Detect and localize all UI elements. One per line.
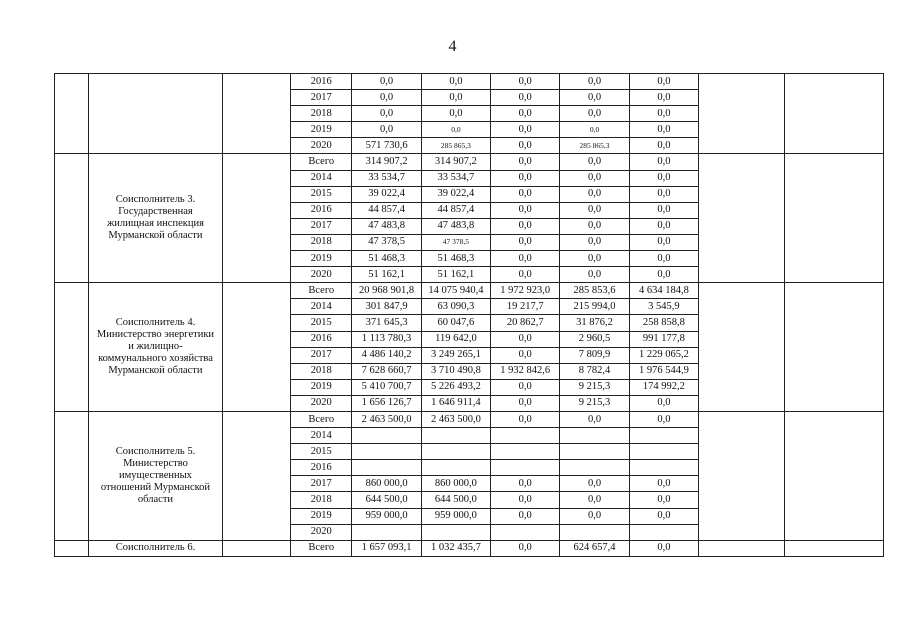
table-row	[55, 154, 884, 170]
value-cell: 860 000,0	[421, 476, 490, 492]
value-cell: 0,0	[560, 106, 629, 122]
value-cell: 0,0	[629, 540, 698, 556]
value-cell: 9 215,3	[560, 395, 629, 411]
year-cell: 2015	[291, 444, 352, 460]
value-cell: 0,0	[560, 508, 629, 524]
value-cell: 3 249 265,1	[421, 347, 490, 363]
value-cell: 1 657 093,1	[352, 540, 421, 556]
value-cell: 959 000,0	[352, 508, 421, 524]
value-cell	[560, 524, 629, 540]
value-cell: 19 217,7	[491, 299, 560, 315]
value-cell	[352, 444, 421, 460]
value-cell: 174 992,2	[629, 379, 698, 395]
value-cell: 0,0	[491, 154, 560, 170]
value-cell: 3 710 490,8	[421, 363, 490, 379]
value-cell: 0,0	[491, 395, 560, 411]
value-cell: 20 968 901,8	[352, 283, 421, 299]
value-cell	[629, 428, 698, 444]
year-cell: 2016	[291, 460, 352, 476]
value-cell: 1 972 923,0	[491, 283, 560, 299]
value-cell: 644 500,0	[421, 492, 490, 508]
value-cell: 0,0	[560, 122, 629, 138]
source-cell	[222, 411, 290, 540]
value-cell: 0,0	[421, 106, 490, 122]
row-number-cell	[55, 540, 89, 556]
executor-cell	[89, 74, 223, 154]
value-cell: 0,0	[491, 251, 560, 267]
value-cell: 44 857,4	[421, 202, 490, 218]
value-cell: 47 378,5	[352, 234, 421, 250]
value-cell: 644 500,0	[352, 492, 421, 508]
value-cell	[560, 460, 629, 476]
value-cell: 0,0	[491, 122, 560, 138]
year-cell: 2017	[291, 90, 352, 106]
source-cell	[222, 74, 290, 154]
value-cell: 44 857,4	[352, 202, 421, 218]
value-cell: 0,0	[491, 170, 560, 186]
value-cell: 215 994,0	[560, 299, 629, 315]
value-cell	[491, 460, 560, 476]
value-cell: 258 858,8	[629, 315, 698, 331]
empty-cell	[699, 154, 785, 283]
value-cell: 31 876,2	[560, 315, 629, 331]
year-cell: 2018	[291, 234, 352, 250]
value-cell: 2 960,5	[560, 331, 629, 347]
table-row	[55, 411, 884, 427]
executor-cell: Соисполнитель 6.	[89, 540, 223, 556]
value-cell	[491, 524, 560, 540]
value-cell: 0,0	[491, 218, 560, 234]
value-cell: 860 000,0	[352, 476, 421, 492]
empty-cell	[699, 411, 785, 540]
value-cell: 1 229 065,2	[629, 347, 698, 363]
value-cell: 0,0	[421, 90, 490, 106]
year-cell: 2017	[291, 347, 352, 363]
empty-cell	[785, 283, 884, 412]
value-cell: 285 853,6	[560, 283, 629, 299]
value-cell: 0,0	[352, 106, 421, 122]
year-cell: 2017	[291, 476, 352, 492]
value-cell	[352, 428, 421, 444]
value-cell: 0,0	[560, 154, 629, 170]
row-number-cell	[55, 411, 89, 540]
value-cell: 0,0	[560, 411, 629, 427]
value-cell: 285 865,3	[560, 138, 629, 154]
value-cell: 0,0	[491, 379, 560, 395]
budget-table	[54, 73, 884, 557]
value-cell: 0,0	[491, 186, 560, 202]
year-cell: 2016	[291, 331, 352, 347]
value-cell: 571 730,6	[352, 138, 421, 154]
value-cell: 33 534,7	[421, 170, 490, 186]
value-cell: 0,0	[491, 476, 560, 492]
value-cell: 0,0	[629, 234, 698, 250]
value-cell: 47 483,8	[421, 218, 490, 234]
value-cell: 0,0	[491, 234, 560, 250]
year-cell: 2016	[291, 74, 352, 90]
value-cell: 5 410 700,7	[352, 379, 421, 395]
value-cell: 0,0	[560, 234, 629, 250]
value-cell: 0,0	[629, 476, 698, 492]
value-cell: 1 656 126,7	[352, 395, 421, 411]
year-cell: 2015	[291, 315, 352, 331]
value-cell: 0,0	[491, 540, 560, 556]
value-cell: 0,0	[629, 186, 698, 202]
value-cell: 0,0	[352, 74, 421, 90]
empty-cell	[785, 154, 884, 283]
value-cell: 7 809,9	[560, 347, 629, 363]
value-cell: 0,0	[421, 122, 490, 138]
value-cell: 0,0	[629, 138, 698, 154]
value-cell: 8 782,4	[560, 363, 629, 379]
year-cell: 2019	[291, 379, 352, 395]
value-cell: 285 865,3	[421, 138, 490, 154]
value-cell: 0,0	[629, 218, 698, 234]
empty-cell	[785, 74, 884, 154]
value-cell: 51 162,1	[421, 267, 490, 283]
year-cell: Всего	[291, 540, 352, 556]
page-number: 4	[448, 38, 457, 55]
value-cell: 1 113 780,3	[352, 331, 421, 347]
year-cell: Всего	[291, 411, 352, 427]
year-cell: 2020	[291, 524, 352, 540]
value-cell: 33 534,7	[352, 170, 421, 186]
value-cell: 1 646 911,4	[421, 395, 490, 411]
executor-cell: Соисполнитель 5. Министерство имущественных отношений Мурманской области	[89, 411, 223, 540]
empty-cell	[785, 411, 884, 540]
year-cell: 2018	[291, 106, 352, 122]
value-cell	[421, 460, 490, 476]
value-cell: 0,0	[629, 508, 698, 524]
value-cell	[491, 428, 560, 444]
value-cell: 9 215,3	[560, 379, 629, 395]
empty-cell	[699, 283, 785, 412]
value-cell: 119 642,0	[421, 331, 490, 347]
value-cell: 0,0	[491, 138, 560, 154]
value-cell: 0,0	[491, 508, 560, 524]
value-cell: 0,0	[629, 202, 698, 218]
value-cell: 39 022,4	[421, 186, 490, 202]
value-cell: 0,0	[629, 170, 698, 186]
value-cell: 0,0	[491, 267, 560, 283]
table-row	[55, 74, 884, 90]
source-cell	[222, 154, 290, 283]
value-cell: 0,0	[491, 331, 560, 347]
value-cell: 3 545,9	[629, 299, 698, 315]
value-cell: 0,0	[491, 411, 560, 427]
year-cell: 2019	[291, 251, 352, 267]
value-cell: 0,0	[560, 251, 629, 267]
value-cell: 51 468,3	[421, 251, 490, 267]
year-cell: Всего	[291, 283, 352, 299]
value-cell: 51 468,3	[352, 251, 421, 267]
value-cell: 1 032 435,7	[421, 540, 490, 556]
value-cell: 314 907,2	[352, 154, 421, 170]
value-cell: 0,0	[560, 218, 629, 234]
year-cell: 2020	[291, 138, 352, 154]
table-row	[55, 283, 884, 299]
value-cell: 7 628 660,7	[352, 363, 421, 379]
value-cell	[421, 524, 490, 540]
value-cell: 0,0	[352, 90, 421, 106]
year-cell: 2014	[291, 428, 352, 444]
year-cell: 2020	[291, 395, 352, 411]
value-cell: 0,0	[560, 492, 629, 508]
value-cell: 991 177,8	[629, 331, 698, 347]
value-cell	[352, 524, 421, 540]
year-cell: 2014	[291, 170, 352, 186]
value-cell: 0,0	[560, 170, 629, 186]
value-cell: 14 075 940,4	[421, 283, 490, 299]
value-cell: 60 047,6	[421, 315, 490, 331]
empty-cell	[699, 540, 785, 556]
value-cell: 0,0	[491, 492, 560, 508]
value-cell: 0,0	[560, 74, 629, 90]
source-cell	[222, 540, 290, 556]
value-cell	[629, 524, 698, 540]
value-cell: 47 378,5	[421, 234, 490, 250]
value-cell: 0,0	[491, 347, 560, 363]
value-cell: 0,0	[629, 492, 698, 508]
value-cell	[491, 444, 560, 460]
year-cell: 2014	[291, 299, 352, 315]
table-row	[55, 540, 884, 556]
year-cell: Всего	[291, 154, 352, 170]
value-cell: 624 657,4	[560, 540, 629, 556]
year-cell: 2020	[291, 267, 352, 283]
value-cell: 0,0	[560, 90, 629, 106]
value-cell: 0,0	[629, 106, 698, 122]
row-number-cell	[55, 154, 89, 283]
year-cell: 2018	[291, 363, 352, 379]
value-cell: 0,0	[629, 411, 698, 427]
source-cell	[222, 283, 290, 412]
row-number-cell	[55, 74, 89, 154]
value-cell: 1 976 544,9	[629, 363, 698, 379]
value-cell: 0,0	[629, 154, 698, 170]
year-cell: 2015	[291, 186, 352, 202]
value-cell: 301 847,9	[352, 299, 421, 315]
value-cell: 959 000,0	[421, 508, 490, 524]
value-cell: 314 907,2	[421, 154, 490, 170]
executor-cell: Соисполнитель 3. Государственная жилищная инспекция Мурманской области	[89, 154, 223, 283]
value-cell: 0,0	[491, 74, 560, 90]
value-cell: 5 226 493,2	[421, 379, 490, 395]
value-cell: 0,0	[491, 106, 560, 122]
value-cell: 63 090,3	[421, 299, 490, 315]
value-cell: 0,0	[629, 251, 698, 267]
year-cell: 2016	[291, 202, 352, 218]
value-cell: 0,0	[629, 122, 698, 138]
value-cell: 2 463 500,0	[352, 411, 421, 427]
value-cell: 0,0	[629, 74, 698, 90]
value-cell: 0,0	[491, 90, 560, 106]
value-cell: 47 483,8	[352, 218, 421, 234]
value-cell: 0,0	[629, 90, 698, 106]
value-cell: 4 486 140,2	[352, 347, 421, 363]
executor-cell: Соисполнитель 4. Министерство энергетики и жилищно-коммунального хозяйства Мурманской области	[89, 283, 223, 412]
value-cell	[629, 460, 698, 476]
value-cell: 0,0	[629, 395, 698, 411]
value-cell	[421, 444, 490, 460]
value-cell: 39 022,4	[352, 186, 421, 202]
value-cell: 20 862,7	[491, 315, 560, 331]
value-cell: 0,0	[421, 74, 490, 90]
value-cell: 0,0	[629, 267, 698, 283]
year-cell: 2019	[291, 122, 352, 138]
value-cell: 0,0	[352, 122, 421, 138]
year-cell: 2018	[291, 492, 352, 508]
value-cell	[560, 428, 629, 444]
value-cell: 51 162,1	[352, 267, 421, 283]
value-cell: 4 634 184,8	[629, 283, 698, 299]
value-cell	[352, 460, 421, 476]
value-cell: 2 463 500,0	[421, 411, 490, 427]
value-cell	[560, 444, 629, 460]
value-cell: 0,0	[491, 202, 560, 218]
value-cell	[629, 444, 698, 460]
empty-cell	[699, 74, 785, 154]
value-cell: 1 932 842,6	[491, 363, 560, 379]
value-cell: 0,0	[560, 476, 629, 492]
year-cell: 2019	[291, 508, 352, 524]
row-number-cell	[55, 283, 89, 412]
value-cell: 371 645,3	[352, 315, 421, 331]
value-cell: 0,0	[560, 186, 629, 202]
value-cell	[421, 428, 490, 444]
year-cell: 2017	[291, 218, 352, 234]
value-cell: 0,0	[560, 202, 629, 218]
empty-cell	[785, 540, 884, 556]
value-cell: 0,0	[560, 267, 629, 283]
